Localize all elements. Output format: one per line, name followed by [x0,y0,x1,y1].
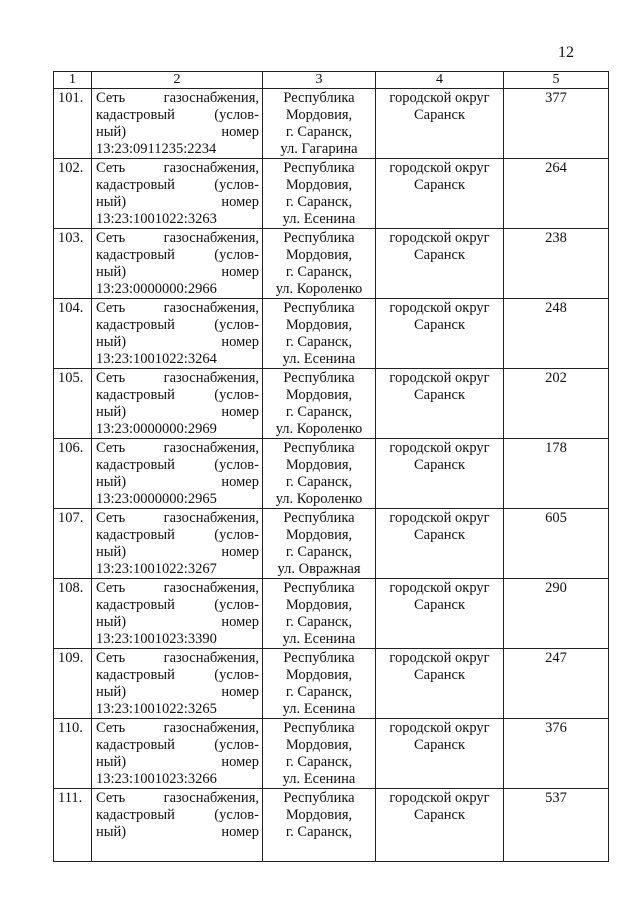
address-line: Мордовия, [285,177,353,193]
description-line: кадастровый (услов- [96,247,259,263]
object-address [263,159,376,229]
description-line: Сеть газоснабжения, [96,440,259,456]
description-line: Сеть газоснабжения, [96,90,259,106]
table-row [54,789,609,862]
municipality-line: Саранск [413,317,466,333]
description-line: ный) номер [96,264,259,280]
street-line: ул. Короленко [275,491,363,507]
address-line: г. Саранск, [285,684,353,700]
description-line: Сеть газоснабжения, [96,230,259,246]
description-line: Сеть газоснабжения, [96,650,259,666]
address-line: Мордовия, [285,807,353,823]
street-line: ул. Есенина [282,351,356,367]
address-line: Мордовия, [285,107,353,123]
address-line: г. Саранск, [285,824,353,840]
address-line: г. Саранск, [285,194,353,210]
header-cell-5: 5 [504,72,609,89]
object-description [92,299,263,369]
description-line: кадастровый (услов- [96,667,259,683]
municipality-line: городской округ [389,720,490,736]
description-line: кадастровый (услов- [96,107,259,123]
address-line: г. Саранск, [285,754,353,770]
municipality-line: городской округ [389,650,490,666]
street-line: ул. Овражная [277,561,361,577]
object-length-value: 537 [504,789,609,862]
table-row [54,159,609,229]
municipality-line: городской округ [389,370,490,386]
street-line: ул. Есенина [282,631,356,647]
address-line: Республика [283,370,355,386]
municipality-line: Саранск [413,597,466,613]
cadastral-number: 13:23:1001022:3267 [96,561,217,577]
header-cell-4: 4 [376,72,504,89]
row-number: 107. [54,509,92,579]
object-length-value: 238 [504,229,609,299]
description-line: Сеть газоснабжения, [96,580,259,596]
header-cell-2: 2 [92,72,263,89]
address-line: Мордовия, [285,247,353,263]
object-description [92,579,263,649]
description-line: ный) номер [96,614,259,630]
municipality-line: Саранск [413,387,466,403]
address-line: г. Саранск, [285,544,353,560]
cadastral-number: 13:23:1001023:3390 [96,631,217,647]
address-line: Республика [283,720,355,736]
table-header-row [54,72,609,89]
address-line: Мордовия, [285,527,353,543]
municipality-line: Саранск [413,457,466,473]
address-line: г. Саранск, [285,334,353,350]
description-line: Сеть газоснабжения, [96,790,259,806]
object-description [92,509,263,579]
description-line: кадастровый (услов- [96,807,259,823]
municipality [376,159,504,229]
municipality [376,299,504,369]
header-cell-3: 3 [263,72,376,89]
description-line: кадастровый (услов- [96,387,259,403]
address-line: г. Саранск, [285,264,353,280]
municipality-line: городской округ [389,300,490,316]
address-line: Республика [283,160,355,176]
cadastral-number: 13:23:1001022:3263 [96,211,217,227]
address-line: Мордовия, [285,457,353,473]
street-line: ул. Короленко [275,281,363,297]
description-line: кадастровый (услов- [96,527,259,543]
table-row [54,439,609,509]
page-number: 12 [558,44,574,61]
description-line: ный) номер [96,684,259,700]
address-line: Республика [283,440,355,456]
registry-table [53,71,609,862]
municipality-line: Саранск [413,107,466,123]
description-line: ный) номер [96,544,259,560]
object-description [92,439,263,509]
street-line: ул. Есенина [282,771,356,787]
table-row [54,299,609,369]
row-number: 108. [54,579,92,649]
object-description [92,159,263,229]
header-cell-1: 1 [54,72,92,89]
description-line: ный) номер [96,194,259,210]
municipality [376,719,504,789]
municipality-line: Саранск [413,527,466,543]
municipality-line: Саранск [413,737,466,753]
cadastral-number: 13:23:1001023:3266 [96,771,217,787]
object-length-value: 248 [504,299,609,369]
street-line: ул. Есенина [282,211,356,227]
street-line: ул. Короленко [275,421,363,437]
object-length-value: 264 [504,159,609,229]
object-description [92,369,263,439]
address-line: Мордовия, [285,667,353,683]
row-number: 105. [54,369,92,439]
row-number: 109. [54,649,92,719]
object-description [92,89,263,159]
description-line: Сеть газоснабжения, [96,160,259,176]
municipality-line: городской округ [389,790,490,806]
object-address [263,509,376,579]
row-number: 110. [54,719,92,789]
object-address [263,369,376,439]
cadastral-number: 13:23:0000000:2969 [96,421,217,437]
description-line: ный) номер [96,404,259,420]
table-row [54,509,609,579]
cadastral-number: 13:23:0000000:2966 [96,281,217,297]
table-row [54,89,609,159]
object-address [263,89,376,159]
municipality [376,89,504,159]
table-row [54,579,609,649]
municipality-line: городской округ [389,510,490,526]
object-address [263,579,376,649]
cadastral-number: 13:23:1001022:3264 [96,351,217,367]
description-line: Сеть газоснабжения, [96,720,259,736]
address-line: Республика [283,300,355,316]
row-number: 104. [54,299,92,369]
table-row [54,229,609,299]
description-line: Сеть газоснабжения, [96,370,259,386]
object-description [92,649,263,719]
object-description [92,229,263,299]
object-length-value: 376 [504,719,609,789]
street-line: ул. Гагарина [280,141,358,157]
row-number: 101. [54,89,92,159]
object-description [92,789,263,862]
table-row [54,719,609,789]
street-line: ул. Есенина [282,701,356,717]
address-line: г. Саранск, [285,474,353,490]
object-address [263,789,376,862]
municipality [376,579,504,649]
object-length-value: 178 [504,439,609,509]
object-address [263,649,376,719]
object-address [263,439,376,509]
object-length-value: 247 [504,649,609,719]
municipality [376,229,504,299]
object-address [263,229,376,299]
description-line: кадастровый (услов- [96,177,259,193]
municipality-line: городской округ [389,440,490,456]
address-line: Республика [283,580,355,596]
description-line: ный) номер [96,474,259,490]
address-line: Мордовия, [285,387,353,403]
municipality-line: городской округ [389,230,490,246]
object-address [263,719,376,789]
description-line: кадастровый (услов- [96,737,259,753]
row-number: 103. [54,229,92,299]
object-length-value: 377 [504,89,609,159]
address-line: Мордовия, [285,737,353,753]
address-line: Мордовия, [285,597,353,613]
cadastral-number: 13:23:1001022:3265 [96,701,217,717]
address-line: г. Саранск, [285,614,353,630]
address-line: г. Саранск, [285,124,353,140]
object-length-value: 202 [504,369,609,439]
municipality [376,369,504,439]
address-line: Республика [283,90,355,106]
description-line: ный) номер [96,824,259,840]
municipality-line: Саранск [413,807,466,823]
municipality [376,789,504,862]
description-line: ный) номер [96,124,259,140]
object-address [263,299,376,369]
municipality [376,439,504,509]
address-line: Республика [283,510,355,526]
municipality [376,509,504,579]
object-length-value: 290 [504,579,609,649]
row-number: 111. [54,789,92,862]
row-number: 106. [54,439,92,509]
municipality-line: городской округ [389,90,490,106]
description-line: кадастровый (услов- [96,317,259,333]
description-line: Сеть газоснабжения, [96,510,259,526]
municipality-line: Саранск [413,667,466,683]
cadastral-number: 13:23:0000000:2965 [96,491,217,507]
municipality-line: Саранск [413,247,466,263]
municipality-line: городской округ [389,580,490,596]
description-line: кадастровый (услов- [96,457,259,473]
table-row [54,649,609,719]
address-line: Республика [283,230,355,246]
municipality-line: городской округ [389,160,490,176]
cadastral-number: 13:23:0911235:2234 [96,141,217,157]
address-line: Республика [283,790,355,806]
description-line: ный) номер [96,754,259,770]
row-number: 102. [54,159,92,229]
municipality [376,649,504,719]
address-line: г. Саранск, [285,404,353,420]
description-line: кадастровый (услов- [96,597,259,613]
object-length-value: 605 [504,509,609,579]
address-line: Мордовия, [285,317,353,333]
address-line: Республика [283,650,355,666]
description-line: Сеть газоснабжения, [96,300,259,316]
description-line: ный) номер [96,334,259,350]
object-description [92,719,263,789]
table-row [54,369,609,439]
municipality-line: Саранск [413,177,466,193]
